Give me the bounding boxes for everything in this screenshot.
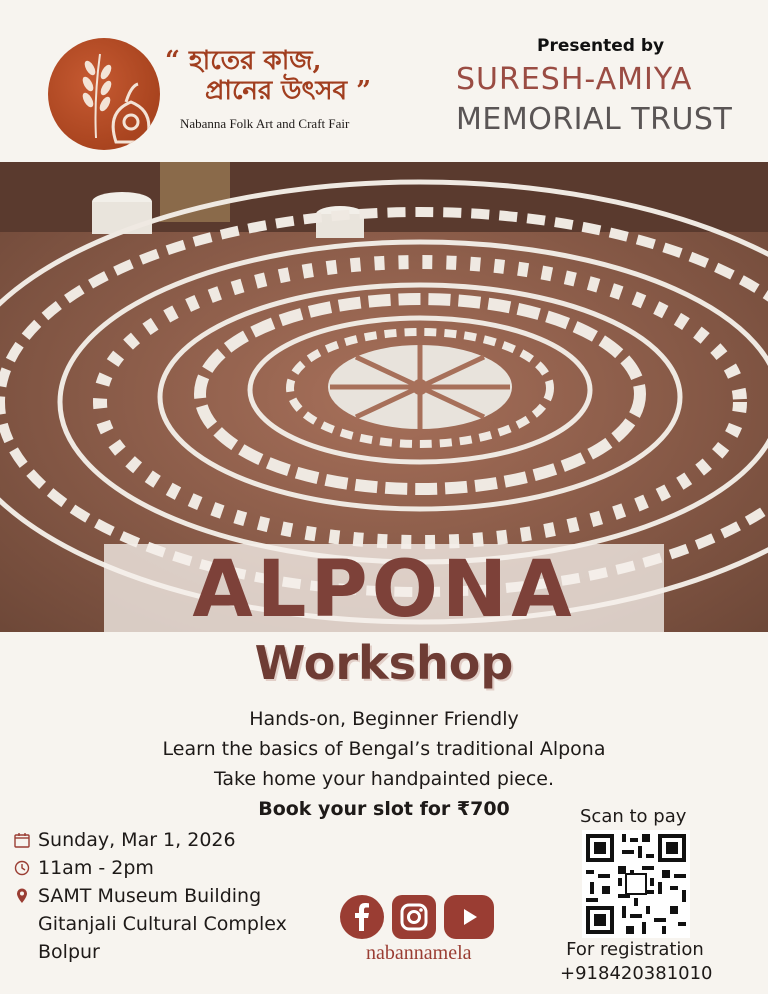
registration-label: For registration bbox=[566, 939, 704, 960]
venue-line-2: Gitanjali Cultural Complex bbox=[38, 913, 287, 935]
location-pin-icon bbox=[14, 888, 30, 904]
facebook-icon[interactable] bbox=[340, 895, 384, 939]
youtube-icon[interactable] bbox=[444, 895, 494, 939]
presented-by-label: Presented by bbox=[537, 36, 665, 56]
pot-motif-icon bbox=[106, 82, 156, 146]
registration-phone[interactable]: +918420381010 bbox=[560, 963, 713, 984]
trust-name-line-2: MEMORIAL TRUST bbox=[456, 102, 733, 137]
description-line-2: Learn the basics of Bengal’s traditional Alpona bbox=[162, 738, 606, 760]
scan-to-pay-label: Scan to pay bbox=[580, 806, 687, 827]
social-handle[interactable]: nabannamela bbox=[366, 942, 472, 964]
calendar-icon bbox=[14, 832, 30, 848]
tagline-line-2: প্রানের উৎসব ” bbox=[205, 76, 372, 106]
payment-qr-code[interactable] bbox=[582, 830, 690, 938]
description-line-3: Take home your handpainted piece. bbox=[213, 768, 555, 790]
fair-name: Nabanna Folk Art and Craft Fair bbox=[180, 116, 350, 131]
booking-price: Book your slot for ₹700 bbox=[258, 798, 510, 820]
fair-logo bbox=[48, 38, 160, 150]
tagline-line-1: “ হাতের কাজ, bbox=[165, 46, 322, 76]
trust-name-line-1: SURESH-AMIYA bbox=[456, 62, 693, 97]
logo-tagline bbox=[165, 46, 371, 106]
workshop-subtitle: Workshop bbox=[254, 636, 514, 690]
registration-info bbox=[560, 938, 713, 986]
venue-line-1: SAMT Museum Building bbox=[38, 885, 262, 907]
workshop-title: ALPONA bbox=[192, 545, 576, 635]
description-line-1: Hands-on, Beginner Friendly bbox=[249, 708, 519, 730]
instagram-icon[interactable] bbox=[392, 895, 436, 939]
event-time: 11am - 2pm bbox=[38, 857, 154, 879]
clock-icon bbox=[14, 860, 30, 876]
venue-line-3: Bolpur bbox=[38, 941, 100, 963]
event-date: Sunday, Mar 1, 2026 bbox=[38, 829, 236, 851]
